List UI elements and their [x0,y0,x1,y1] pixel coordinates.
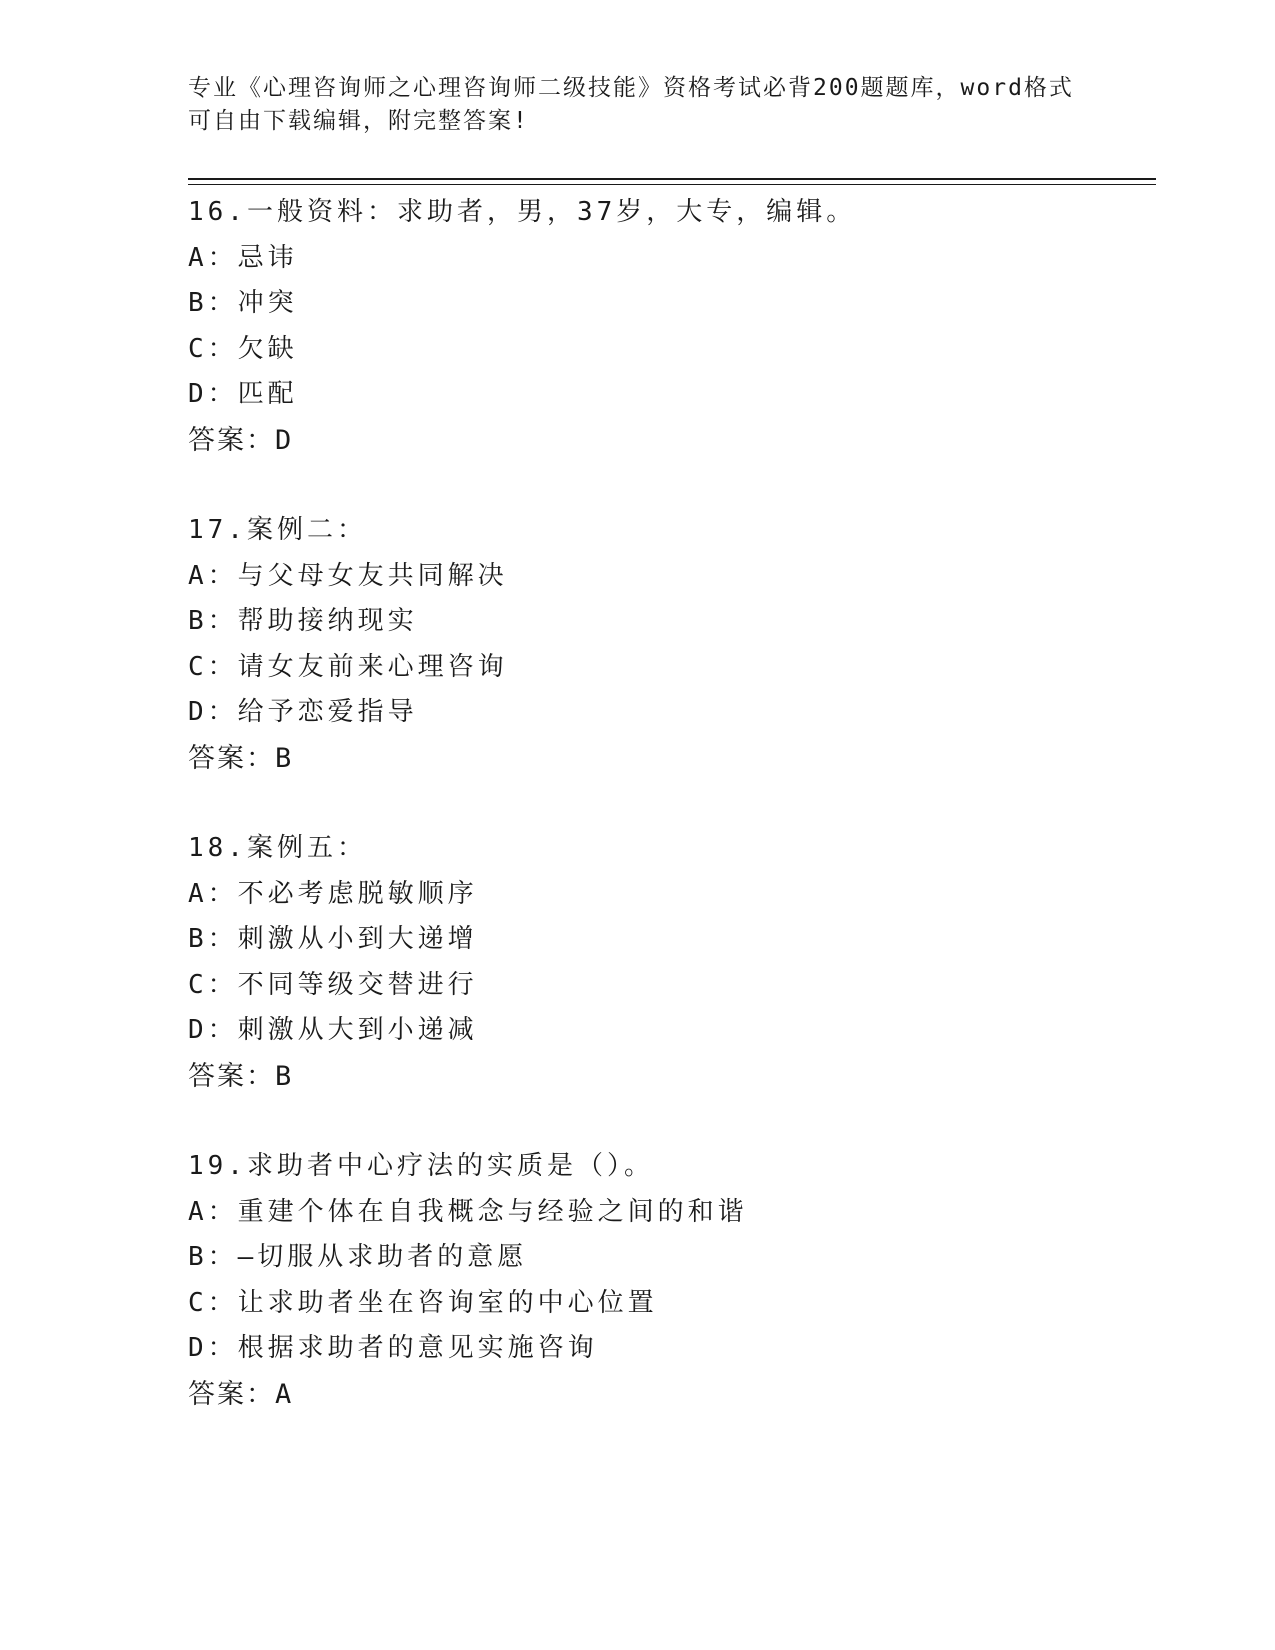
answer-line: 答案：B [188,742,294,774]
question-18 [188,826,1148,1144]
option-b: B：刺激从小到大递增 [188,924,478,955]
option-a: A：重建个体在自我概念与经验之间的和谐 [188,1196,748,1227]
option-c: C：欠缺 [188,333,298,364]
option-c: C：让求助者坐在咨询室的中心位置 [188,1287,658,1318]
option-a: A：与父母女友共同解决 [188,560,508,591]
header-divider-thin [188,184,1156,185]
question-stem: 17.案例二： [188,515,367,545]
option-c: C：不同等级交替进行 [188,969,478,1000]
question-stem: 19.求助者中心疗法的实质是（）。 [188,1151,654,1181]
document-header [188,72,1088,138]
option-d: D：匹配 [188,379,298,410]
header-title-line-1: 专业《心理咨询师之心理咨询师二级技能》资格考试必背200题题库，word格式 [188,75,1074,101]
question-19 [188,1144,1148,1462]
answer-line: 答案：B [188,1060,294,1092]
question-17 [188,508,1148,826]
option-d: D：根据求助者的意见实施咨询 [188,1333,598,1364]
option-a: A：不必考虑脱敏顺序 [188,878,478,909]
header-divider-thick [188,178,1156,180]
answer-line: 答案：D [188,424,294,456]
option-b: B：—切服从求助者的意愿 [188,1242,528,1273]
option-a: A：忌讳 [188,242,298,273]
question-stem: 16.一般资料：求助者，男，37岁，大专，编辑。 [188,197,857,227]
option-d: D：刺激从大到小递减 [188,1015,478,1046]
option-c: C：请女友前来心理咨询 [188,651,508,682]
header-title-line-2: 可自由下载编辑，附完整答案! [188,108,529,134]
question-16 [188,190,1148,508]
question-stem: 18.案例五： [188,833,367,863]
answer-line: 答案：A [188,1378,294,1410]
option-b: B：冲突 [188,288,298,319]
option-d: D：给予恋爱指导 [188,697,418,728]
question-list [188,190,1148,1462]
option-b: B：帮助接纳现实 [188,606,418,637]
